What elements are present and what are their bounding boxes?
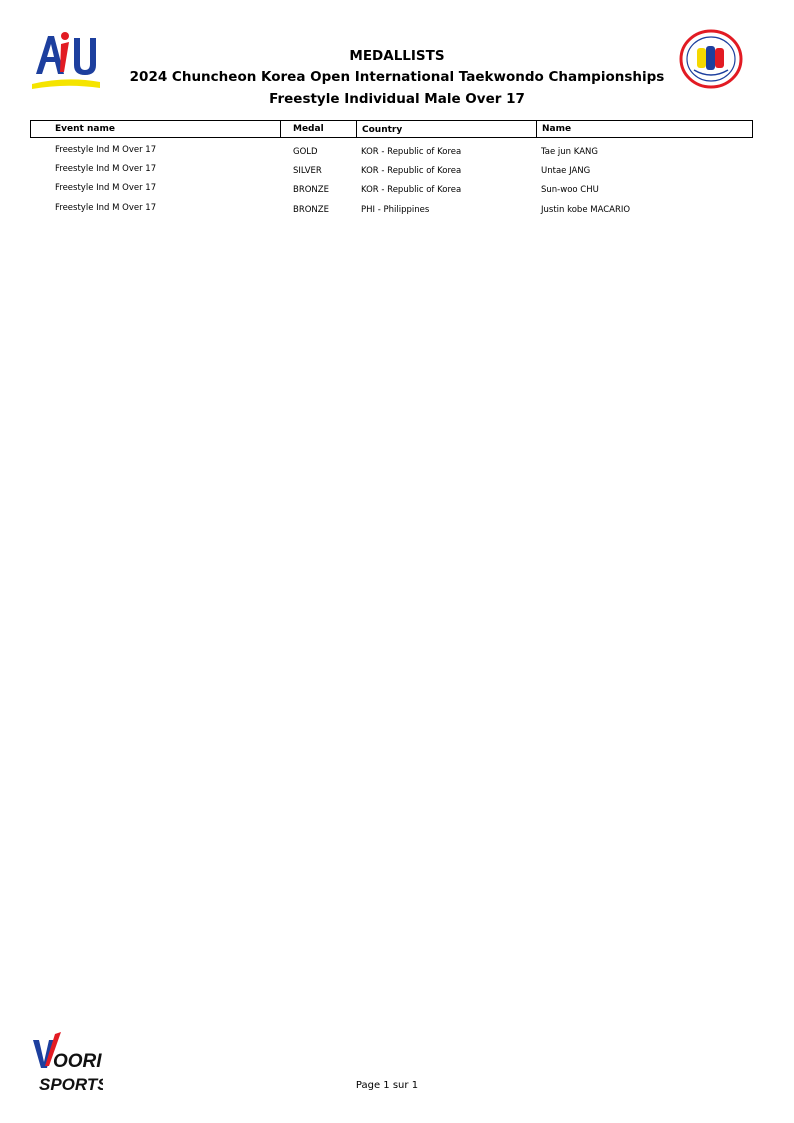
- header-medal: Medal: [293, 124, 324, 134]
- medal-cell: BRONZE: [293, 205, 329, 215]
- header-name: Name: [542, 124, 572, 134]
- svg-text:OORI: OORI: [53, 1051, 102, 1072]
- table-row: [0, 145, 794, 159]
- table-header: [30, 120, 753, 138]
- athlete-name-cell: Sun-woo CHU: [541, 185, 599, 195]
- table-row: [0, 164, 794, 178]
- event-cell: Freestyle Ind M Over 17: [55, 164, 157, 174]
- header-country: Country: [362, 125, 403, 135]
- medal-cell: SILVER: [293, 166, 322, 176]
- column-divider: [280, 121, 281, 137]
- medal-cell: BRONZE: [293, 185, 329, 195]
- table-row: [0, 203, 794, 217]
- table-row: [0, 183, 794, 197]
- athlete-name-cell: Untae JANG: [541, 166, 591, 176]
- column-divider: [536, 121, 537, 137]
- event-cell: Freestyle Ind M Over 17: [55, 145, 157, 155]
- country-cell: KOR - Republic of Korea: [361, 185, 462, 195]
- country-cell: KOR - Republic of Korea: [361, 166, 462, 176]
- medal-cell: GOLD: [293, 147, 318, 157]
- athlete-name-cell: Justin kobe MACARIO: [541, 205, 631, 215]
- column-divider: [356, 121, 357, 137]
- event-category: Freestyle Individual Male Over 17: [269, 91, 525, 107]
- event-cell: Freestyle Ind M Over 17: [55, 183, 157, 193]
- page-number: Page 1 sur 1: [355, 1080, 419, 1091]
- document-title: MEDALLISTS: [349, 48, 445, 64]
- championship-name: 2024 Chuncheon Korea Open International Taekwondo Championships: [129, 69, 665, 85]
- event-cell: Freestyle Ind M Over 17: [55, 203, 157, 213]
- athlete-name-cell: Tae jun KANG: [541, 147, 598, 157]
- svg-text:SPORTS: SPORTS: [39, 1075, 103, 1094]
- country-cell: PHI - Philippines: [361, 205, 430, 215]
- header-event-name: Event name: [55, 124, 115, 134]
- country-cell: KOR - Republic of Korea: [361, 147, 462, 157]
